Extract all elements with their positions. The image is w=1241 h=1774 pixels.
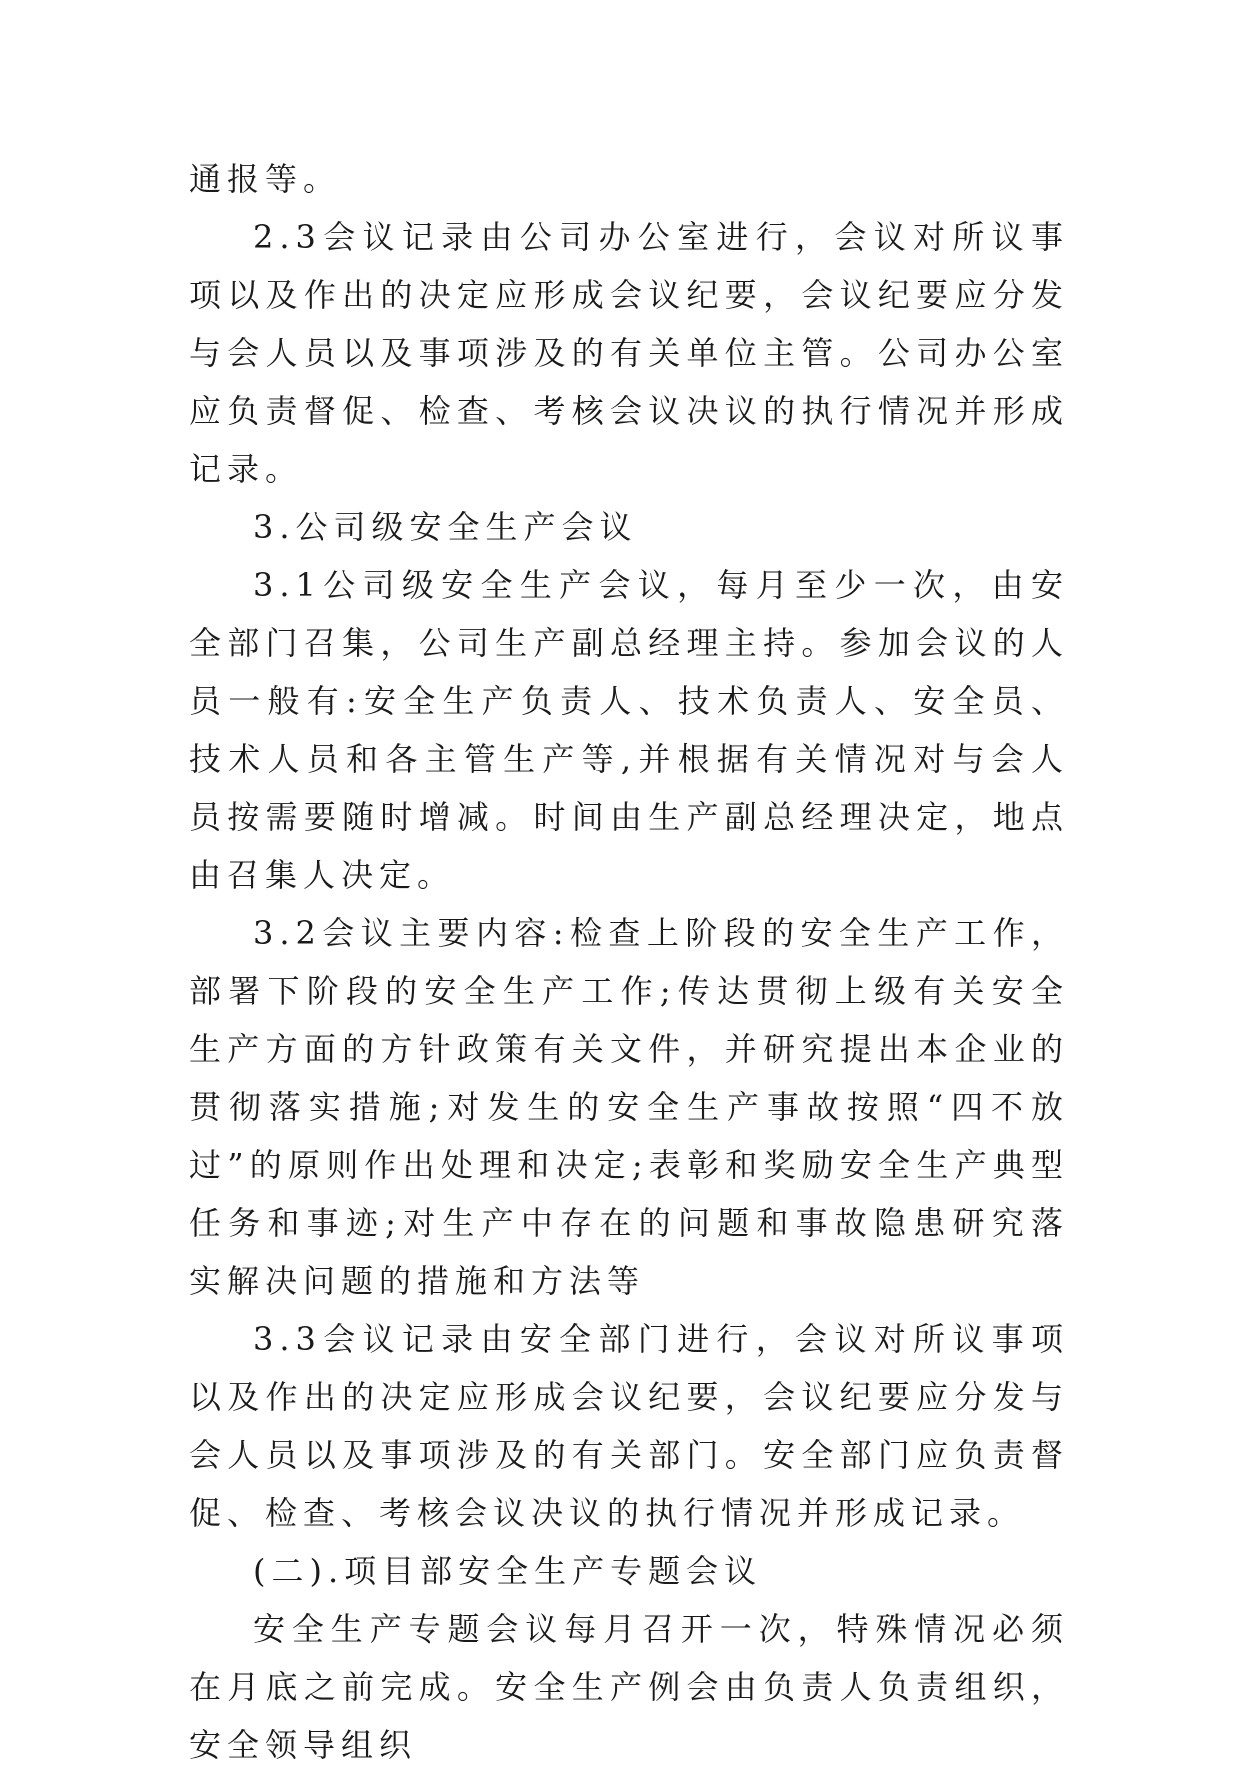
- paragraph-8: 安全生产专题会议每月召开一次，特殊情况必须在月底之前完成。安全生产例会由负责人负责组织，安全领导组织: [189, 1610, 1069, 1764]
- paragraph-5: 3.2会议主要内容:检查上阶段的安全生产工作，部署下阶段的安全生产工作;传达贯彻上级有关安全生产方面的方针政策有关文件，并研究提出本企业的贯彻落实措施;对发生的安全生产事故按照“四不放过”的原则作出处理和决定;表彰和奖励安全生产典型任务和事迹;对生产中存在的问题和事故隐患研究落实解决问题的措施和方法等: [189, 914, 1069, 1300]
- paragraph-1: 通报等。: [189, 160, 342, 198]
- paragraph-7-heading: (二).项目部安全生产专题会议: [253, 1552, 763, 1590]
- paragraph-3-heading: 3.公司级安全生产会议: [253, 508, 638, 546]
- document-body: [189, 150, 1069, 1774]
- paragraph-2: 2.3会议记录由公司办公室进行，会议对所议事项以及作出的决定应形成会议纪要，会议纪要应分发与会人员以及事项涉及的有关单位主管。公司办公室应负责督促、检查、考核会议决议的执行情况并形成记录。: [189, 218, 1069, 488]
- paragraph-4: 3.1公司级安全生产会议，每月至少一次，由安全部门召集，公司生产副总经理主持。参加会议的人员一般有:安全生产负责人、技术负责人、安全员、技术人员和各主管生产等,并根据有关情况对与会人员按需要随时增减。时间由生产副总经理决定，地点由召集人决定。: [189, 566, 1069, 894]
- paragraph-6: 3.3会议记录由安全部门进行，会议对所议事项以及作出的决定应形成会议纪要，会议纪要应分发与会人员以及事项涉及的有关部门。安全部门应负责督促、检查、考核会议决议的执行情况并形成记录。: [189, 1320, 1069, 1532]
